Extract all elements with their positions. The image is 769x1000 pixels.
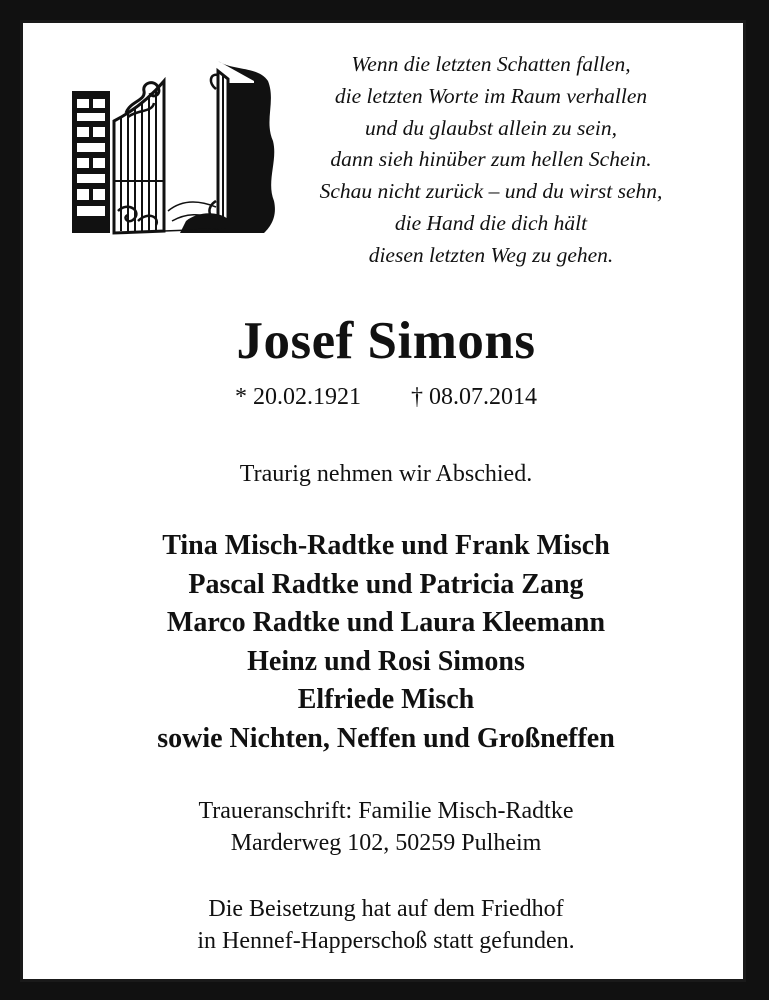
obituary-card — [20, 20, 746, 982]
poem-line: diesen letzten Weg zu gehen. — [368, 242, 614, 267]
mourner-line: Marco Radtke und Laura Kleemann — [166, 607, 606, 638]
death-date: † 08.07.2014 — [411, 384, 537, 410]
birth-date: * 20.02.1921 — [235, 384, 361, 410]
poem-line: dann sieh hinüber zum hellen Schein. — [330, 147, 652, 172]
poem-line: die letzten Worte im Raum verhallen — [334, 83, 648, 108]
cemetery-gate-illustration — [68, 61, 278, 236]
address-line: Traueranschrift: Familie Misch-Radtke — [198, 798, 574, 824]
mourner-line: Tina Misch-Radtke und Frank Misch — [162, 530, 610, 561]
poem-line: Wenn die letzten Schatten fallen, — [351, 52, 631, 76]
burial-notice — [23, 893, 749, 957]
poem-line: die Hand die dich hält — [394, 210, 588, 235]
farewell-text: Traurig nehmen wir Abschied. — [239, 461, 533, 487]
poem-line: und du glaubst allein zu sein, — [364, 115, 618, 140]
mourner-line: Heinz und Rosi Simons — [247, 645, 525, 677]
poem-line: Schau nicht zurück – und du wirst sehn, — [319, 179, 663, 204]
mourner-line: sowie Nichten, Neffen und Großneffen — [157, 722, 615, 754]
mourning-address — [23, 795, 749, 859]
mourner-line: Pascal Radtke und Patricia Zang — [188, 568, 584, 600]
life-dates — [23, 384, 749, 411]
address-line: Marderweg 102, 50259 Pulheim — [230, 830, 542, 856]
mourner-line: Elfriede Misch — [297, 684, 475, 715]
poem — [281, 49, 701, 272]
burial-line: in Hennef-Happerschoß statt gefunden. — [197, 928, 575, 954]
burial-line: Die Beisetzung hat auf dem Friedhof — [208, 896, 564, 922]
deceased-name: Josef Simons — [236, 312, 536, 370]
mourners-list — [23, 527, 749, 758]
